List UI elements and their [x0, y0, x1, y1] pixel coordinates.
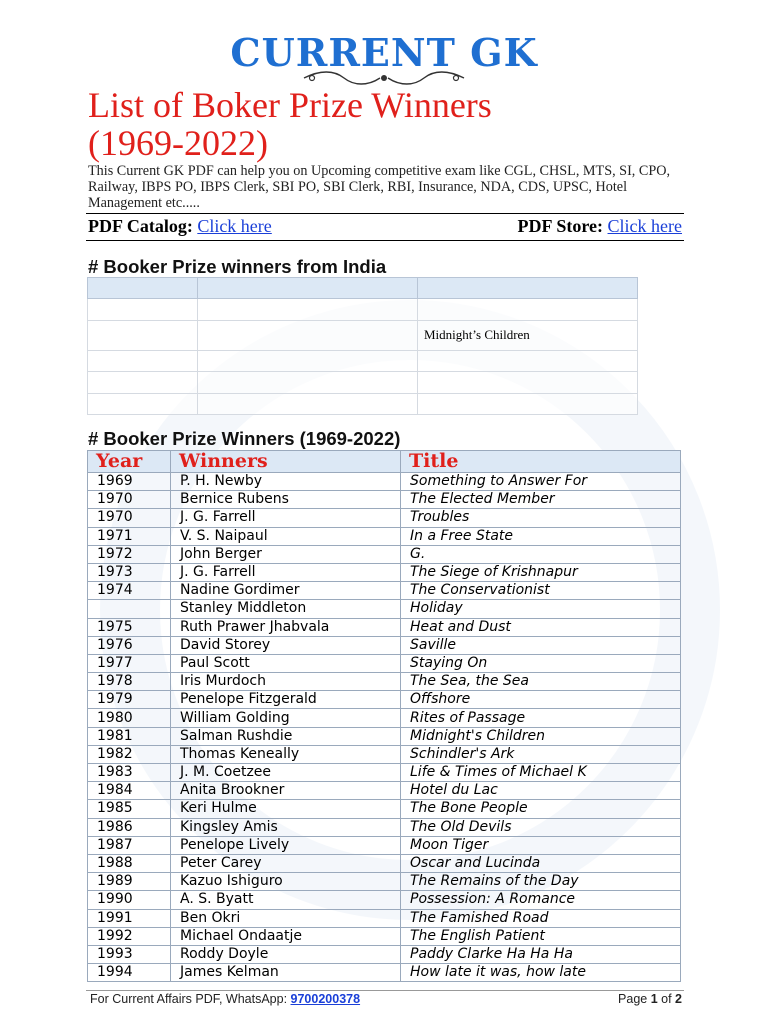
cell-winner: Penelope Fitzgerald — [171, 691, 401, 709]
cell-year: 1977 — [88, 654, 171, 672]
table-header-row — [88, 278, 638, 299]
cell-winner: P. H. Newby — [171, 473, 401, 491]
cell-year: 1981 — [88, 727, 171, 745]
cell-winner: Nadine Gordimer — [171, 582, 401, 600]
divider-bottom — [86, 240, 684, 241]
table-row — [88, 782, 681, 800]
cell-winner: J. M. Coetzee — [171, 764, 401, 782]
cell-winner: Penelope Lively — [171, 836, 401, 854]
cell-year: 1987 — [88, 836, 171, 854]
cell-year: 1986 — [88, 818, 171, 836]
cell-title: The English Patient — [401, 927, 681, 945]
table-row — [88, 909, 681, 927]
cell-winner: Ruth Prawer Jhabvala — [171, 618, 401, 636]
cell-year: 1979 — [88, 691, 171, 709]
table-row — [88, 600, 681, 618]
table-row — [88, 299, 638, 321]
divider-top — [86, 213, 684, 214]
table-row — [88, 636, 681, 654]
table-row — [88, 709, 681, 727]
cell-winner: Paul Scott — [171, 654, 401, 672]
cell-title: The Siege of Krishnapur — [401, 563, 681, 581]
table-row — [88, 964, 681, 982]
cell-year: 1980 — [88, 709, 171, 727]
table-row — [88, 764, 681, 782]
table-row — [88, 727, 681, 745]
table-row — [88, 836, 681, 854]
cell-winner: Thomas Keneally — [171, 745, 401, 763]
cell-year: 1970 — [88, 491, 171, 509]
cell-year: 1992 — [88, 927, 171, 945]
table-header-cell — [88, 278, 198, 299]
cell-year: 1978 — [88, 673, 171, 691]
cell-year: 1989 — [88, 873, 171, 891]
table-row — [88, 473, 681, 491]
cell-title: Paddy Clarke Ha Ha Ha — [401, 945, 681, 963]
table-row — [88, 491, 681, 509]
table-row — [88, 618, 681, 636]
document-title — [88, 86, 698, 162]
cell-winner: Iris Murdoch — [171, 673, 401, 691]
cell-year: 1994 — [88, 964, 171, 982]
cell-year: 1974 — [88, 582, 171, 600]
cell-year: 1976 — [88, 636, 171, 654]
of-word: of — [657, 992, 676, 1006]
cell-winner: William Golding — [171, 709, 401, 727]
cell-title: Moon Tiger — [401, 836, 681, 854]
cell-title: The Old Devils — [401, 818, 681, 836]
cell-year: 1983 — [88, 764, 171, 782]
cell-title: Something to Answer For — [401, 473, 681, 491]
table-row — [88, 582, 681, 600]
cell-winner: Bernice Rubens — [171, 491, 401, 509]
cell-winner: Peter Carey — [171, 854, 401, 872]
india-section-heading: # Booker Prize winners from India — [88, 256, 387, 277]
catalog-link[interactable]: Click here — [197, 216, 272, 236]
ornament-divider-icon — [300, 70, 468, 86]
cell-title: The Bone People — [401, 800, 681, 818]
cell-year: 1971 — [88, 527, 171, 545]
cell-year: 1991 — [88, 909, 171, 927]
cell-winner: Ben Okri — [171, 909, 401, 927]
column-header-year: Year — [88, 451, 171, 473]
cell-title: The Elected Member — [401, 491, 681, 509]
cell-year: 1970 — [88, 509, 171, 527]
table-row — [88, 563, 681, 581]
table-row — [88, 691, 681, 709]
cell-year: 1988 — [88, 854, 171, 872]
cell-title: G. — [401, 545, 681, 563]
table-row — [88, 509, 681, 527]
cell-year — [88, 600, 171, 618]
cell-year: 1975 — [88, 618, 171, 636]
table-row — [88, 800, 681, 818]
table-row — [88, 745, 681, 763]
page-word: Page — [618, 992, 651, 1006]
table-row — [88, 372, 638, 394]
table-row — [88, 818, 681, 836]
cell-year: 1990 — [88, 891, 171, 909]
intro-paragraph: This Current GK PDF can help you on Upcoming competitive exam like CGL, CHSL, MTS, SI, CPO, Railway, IBPS PO, IBPS Clerk, SBI PO, SBI Clerk, RBI, Insurance, NDA, CDS, UPSC, Hotel Management etc..... — [88, 163, 671, 211]
cell-winner: Anita Brookner — [171, 782, 401, 800]
cell-winner: Keri Hulme — [171, 800, 401, 818]
page-number: 1 — [650, 992, 658, 1006]
title-line-2: (1969-2022) — [88, 123, 268, 163]
cell-title: The Remains of the Day — [401, 873, 681, 891]
cell-year: 1969 — [88, 473, 171, 491]
footer-contact — [90, 992, 360, 1006]
table-row — [88, 673, 681, 691]
cell-winner: J. G. Farrell — [171, 563, 401, 581]
page-total: 2 — [675, 992, 682, 1006]
store-link-group — [518, 216, 682, 237]
india-winners-table — [87, 277, 638, 415]
cell-winner: V. S. Naipaul — [171, 527, 401, 545]
footer-contact-text: For Current Affairs PDF, WhatsApp: — [90, 992, 291, 1006]
store-link[interactable]: Click here — [607, 216, 682, 236]
table-row — [88, 393, 638, 415]
table-header-cell — [418, 278, 638, 299]
table-row — [88, 654, 681, 672]
table-header-cell — [198, 278, 418, 299]
cell-winner: John Berger — [171, 545, 401, 563]
table-row — [88, 927, 681, 945]
cell-title: The Conservationist — [401, 582, 681, 600]
column-header-winners: Winners — [171, 451, 401, 473]
catalog-label: PDF Catalog: — [88, 216, 193, 236]
cell-title: Rites of Passage — [401, 709, 681, 727]
table-row — [88, 527, 681, 545]
cell-title: Saville — [401, 636, 681, 654]
cell-year: 1973 — [88, 563, 171, 581]
brand-heading: CURRENT GK — [230, 30, 538, 75]
column-header-title: Title — [401, 451, 681, 473]
cell-winner: Kazuo Ishiguro — [171, 873, 401, 891]
cell-title: In a Free State — [401, 527, 681, 545]
table-header-row — [88, 451, 681, 473]
cell-winner: Roddy Doyle — [171, 945, 401, 963]
cell-title: Troubles — [401, 509, 681, 527]
cell-title: Schindler's Ark — [401, 745, 681, 763]
cell-year: 1984 — [88, 782, 171, 800]
cell-title: Heat and Dust — [401, 618, 681, 636]
catalog-link-group — [88, 216, 272, 237]
cell-title: Offshore — [401, 691, 681, 709]
cell-title: Midnight's Children — [401, 727, 681, 745]
store-label: PDF Store: — [517, 216, 604, 236]
cell-winner: Michael Ondaatje — [171, 927, 401, 945]
cell-title: Holiday — [401, 600, 681, 618]
cell-title: Hotel du Lac — [401, 782, 681, 800]
table-cell: Midnight’s Children — [418, 320, 638, 350]
cell-title: How late it was, how late — [401, 964, 681, 982]
cell-title: The Famished Road — [401, 909, 681, 927]
cell-year: 1972 — [88, 545, 171, 563]
winners-table-body — [88, 473, 681, 982]
cell-title: Staying On — [401, 654, 681, 672]
cell-winner: J. G. Farrell — [171, 509, 401, 527]
cell-year: 1985 — [88, 800, 171, 818]
page-indicator — [618, 992, 682, 1006]
title-line-1: List of Boker Prize Winners — [88, 85, 492, 125]
footer-divider — [86, 990, 684, 991]
cell-title: Life & Times of Michael K — [401, 764, 681, 782]
links-bar — [88, 216, 682, 238]
whatsapp-number-link[interactable]: 9700200378 — [290, 992, 361, 1006]
table-row — [88, 854, 681, 872]
cell-title: Oscar and Lucinda — [401, 854, 681, 872]
cell-winner: A. S. Byatt — [171, 891, 401, 909]
cell-year: 1993 — [88, 945, 171, 963]
table-row — [88, 350, 638, 372]
cell-winner: Kingsley Amis — [171, 818, 401, 836]
cell-title: Possession: A Romance — [401, 891, 681, 909]
cell-winner: James Kelman — [171, 964, 401, 982]
cell-title: The Sea, the Sea — [401, 673, 681, 691]
booker-winners-table — [87, 450, 681, 982]
cell-year: 1982 — [88, 745, 171, 763]
table-row — [88, 891, 681, 909]
table-row — [88, 320, 638, 350]
table-row — [88, 873, 681, 891]
table-row — [88, 945, 681, 963]
table-row — [88, 545, 681, 563]
winners-section-heading: # Booker Prize Winners (1969-2022) — [88, 428, 401, 449]
cell-winner: Stanley Middleton — [171, 600, 401, 618]
cell-winner: Salman Rushdie — [171, 727, 401, 745]
cell-winner: David Storey — [171, 636, 401, 654]
